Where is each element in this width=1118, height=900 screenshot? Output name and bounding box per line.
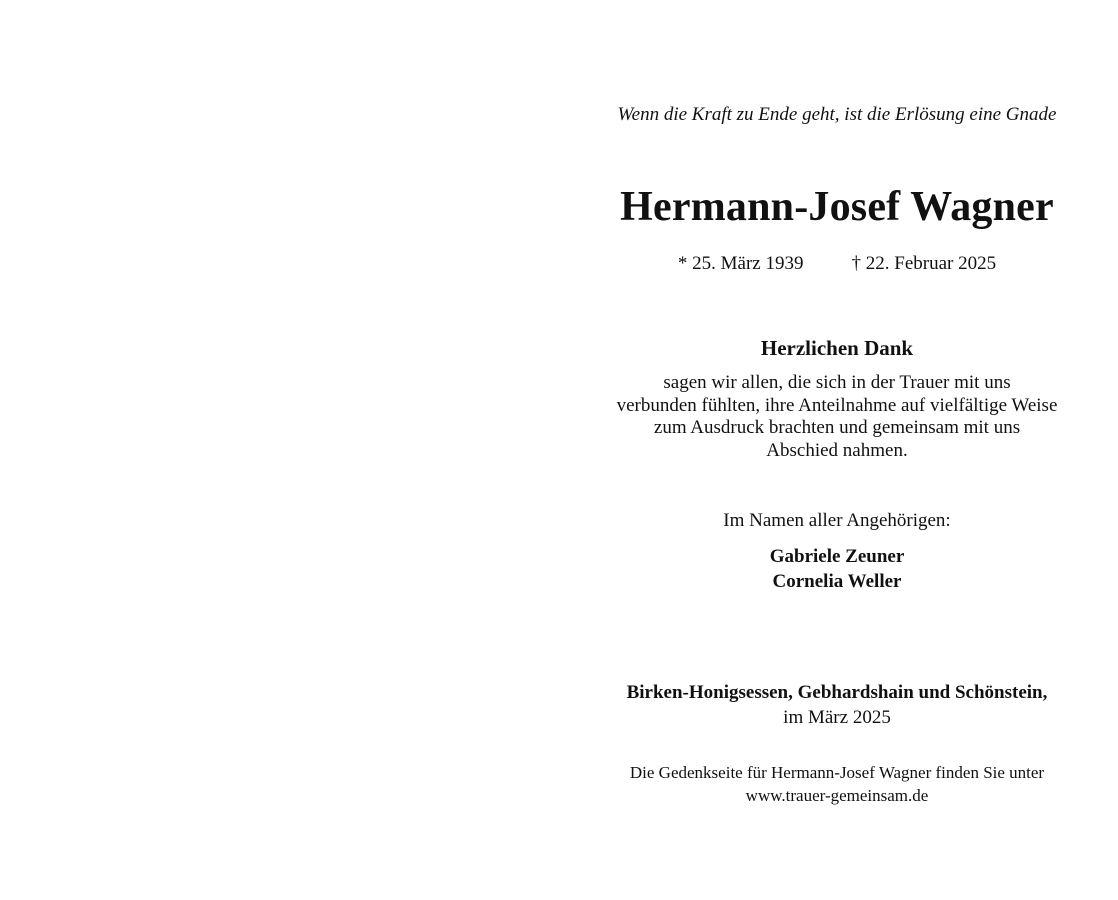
life-dates [587, 252, 1087, 276]
memorial-line: Die Gedenkseite für Hermann-Josef Wagner finden Sie unter [629, 763, 1045, 782]
relatives-intro: Im Namen aller Angehörigen: [723, 510, 951, 531]
place-line: Birken-Honigsessen, Gebhardshain und Schönstein, [626, 682, 1048, 703]
signers [587, 545, 1087, 594]
memorial-info [587, 762, 1087, 807]
notice-column [587, 0, 1087, 900]
thanks-title: Herzlichen Dank [760, 336, 914, 360]
thanks-line: Abschied nahmen. [766, 439, 908, 461]
motto: Wenn die Kraft zu Ende geht, ist die Erlösung eine Gnade [617, 104, 1057, 125]
thanks-line: sagen wir allen, die sich in der Trauer mit uns [663, 372, 1011, 393]
thanks-line: verbunden fühlten, ihre Anteilnahme auf vielfältige Weise [616, 394, 1058, 416]
thanks-text [587, 372, 1087, 462]
deceased-name: Hermann-Josef Wagner [620, 184, 1054, 230]
signer-name: Gabriele Zeuner [769, 546, 905, 567]
birth-date: * 25. März 1939 [677, 253, 804, 274]
place-date: im März 2025 [783, 707, 891, 728]
thanks-line: zum Ausdruck brachten und gemeinsam mit uns [653, 417, 1021, 438]
signer-name: Cornelia Weller [772, 570, 902, 592]
memorial-url: www.trauer-gemeinsam.de [745, 785, 929, 805]
death-date: † 22. Februar 2025 [851, 253, 997, 274]
